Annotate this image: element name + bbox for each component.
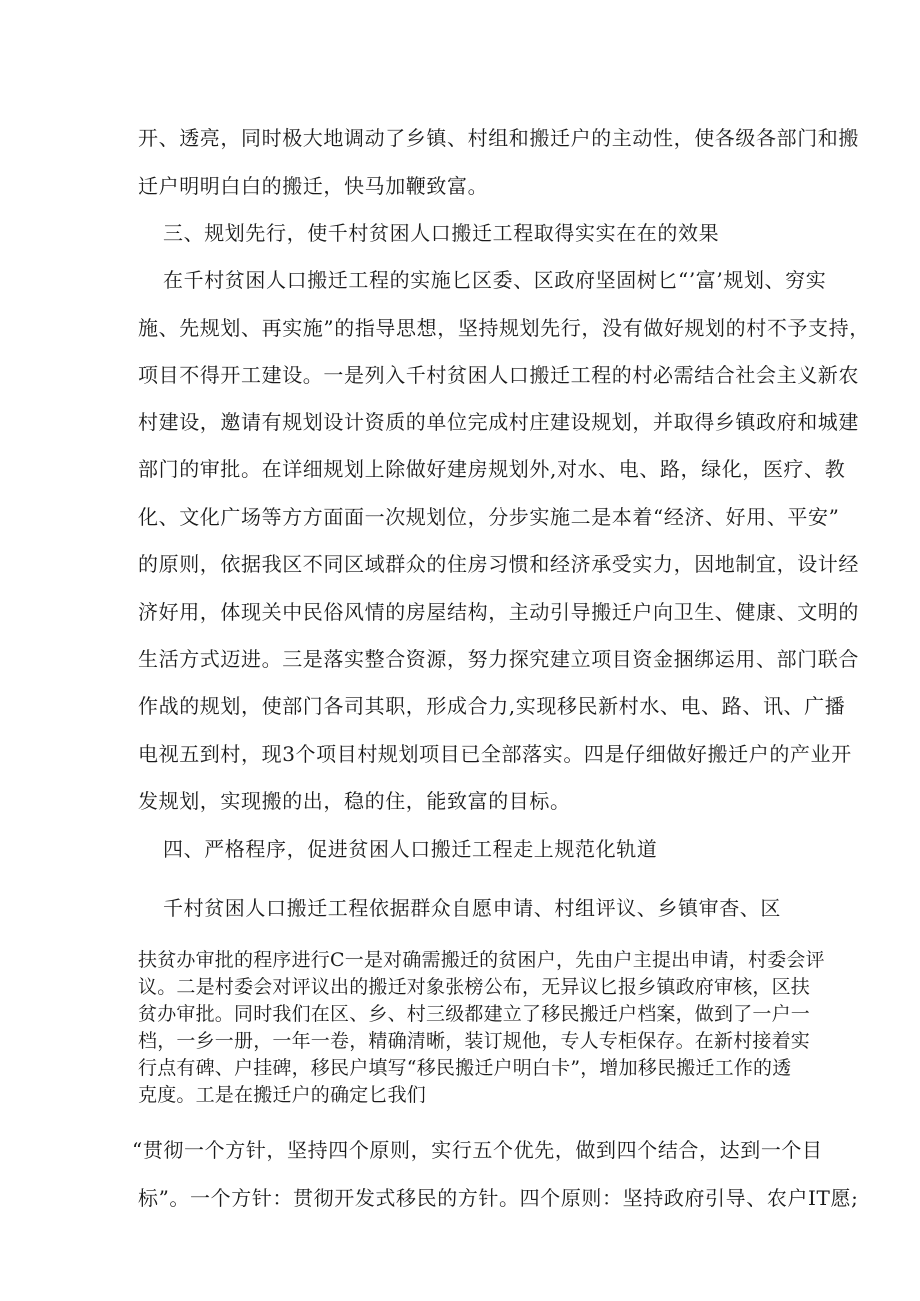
text-line-24: “贯彻一个方针，坚持四个原则，实行五个优先，做到四个结合，达到一个目	[132, 1138, 823, 1162]
text-line-12: 生活方式迈进。三是落实整合资源，努力探究建立项目资金捆绑运用、部门联合	[138, 647, 859, 671]
text-line-5: 施、先规划、再实施”的指导思想，坚持规划先行，没有做好规划的村不予支持，	[138, 316, 870, 340]
text-line-25: 标”。一个方针：贯彻开发式移民的方针。四个原则：坚持政府引导、农户IT愿;	[138, 1186, 859, 1210]
text-line-18: 扶贫办审批的程序进行C一是对确需搬迁的贫困户，先由户主提出申请，村委会评	[138, 949, 825, 971]
text-line-13: 作战的规划，使部门各司其职，形成合力,实现移民新村水、电、路、讯、广播	[138, 694, 846, 718]
text-line-10: 的原则，依据我区不同区域群众的住房习惯和经济承受实力，因地制宜，设计经	[138, 552, 859, 576]
text-line-7: 村建设，邀请有规划设计资质的单位完成村庄建设规划，并取得乡镇政府和城建	[138, 410, 859, 434]
text-line-6: 项目不得开工建设。一是列入千村贫困人口搬迁工程的村必需结合社会主义新农	[138, 363, 859, 387]
text-line-22: 行点有碑、户挂碑，移民户填写“移民搬迁户明白卡”，增加移民搬迁工作的透	[138, 1057, 792, 1079]
text-line-23: 克度。工是在搬迁户的确定匕我们	[138, 1084, 427, 1106]
section-heading-3: 三、规划先行，使千村贫困人口搬迁工程取得实实在在的效果	[163, 221, 720, 245]
text-line-17: 千村贫困人口搬迁工程依据群众自愿申请、村组评议、乡镇审杳、区	[163, 896, 781, 920]
text-line-2: 迁户明明白白的搬迁，快马加鞭致富。	[138, 174, 489, 198]
text-line-14: 电视五到村，现3个项目村规划项目已全部落实。四是仔细做好搬迁户的产业开	[138, 742, 852, 766]
text-line-15: 发规划，实现搬的出，稳的住，能致富的目标。	[138, 789, 571, 813]
text-line-1: 开、透亮，同时极大地调动了乡镇、村组和搬迁户的主动性，使各级各部门和搬	[138, 126, 859, 150]
text-line-20: 贫办审批。同时我们在区、乡、村三级都建立了移民搬迁户档案，做到了一户一	[138, 1003, 811, 1025]
text-line-9: 化、文化广场等方方面面一次规划位，分步实施二是本着“经济、好用、平安”	[138, 505, 840, 529]
text-line-19: 议。二是村委会对评议出的搬迁对象张榜公布，无异议匕报乡镇政府审核，区扶	[138, 976, 811, 998]
section-heading-16: 四、严格程序，促进贫困人口搬迁工程走上规范化轨道	[163, 837, 658, 861]
text-line-4: 在千村贫困人口搬迁工程的实施匕区委、区政府坚固树匕“’富’规划、穷实	[163, 268, 827, 292]
text-line-11: 济好用，体现关中民俗风情的房屋结构，主动引导搬迁户向卫生、健康、文明的	[138, 600, 859, 624]
text-line-21: 档，一乡一册，一年一卷，精确清晰，装订规他，专人专柜保存。在新村接着实	[138, 1030, 811, 1052]
text-line-8: 部门的审批。在详细规划上除做好建房规划外,对水、电、路，绿化，医疗、教	[138, 457, 846, 481]
